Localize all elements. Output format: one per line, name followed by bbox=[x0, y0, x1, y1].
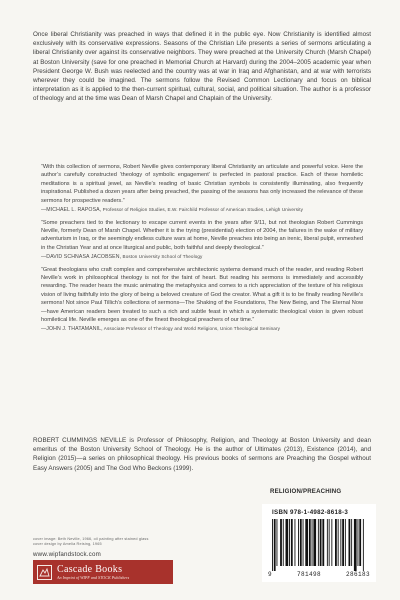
description-text: Once liberal Christianity was preached in ways that defined it in the public eye. Now Christianity is identified almost exclusively with its conservative expressions. Seasons of the Christian Life presents a series of sermons articulating a liberal Christianity over against its conservative neighbors. They were preached at the University Church (Marsh Chapel) at Boston University (save for one preached in Memorial Church at Harvard) during the 2004–2005 academic year when President George W. Bush was reelected and the country was at war in Iraq and Afghanistan, and at war with terrorists wherever they could be imagined. The sermons follow the Revised Common Lectionary and focus on biblical interpretation as it is applied to the then-current spiritual, cultural, social, and political situation. The author is a professor of theology and at the time was Dean of Marsh Chapel and Chaplain of the University. bbox=[33, 31, 371, 103]
endorsements bbox=[41, 163, 363, 338]
endorser-affiliation: Professor of Religion Studies, E.W. Fairchild Professor of American Studies, Lehigh University bbox=[102, 206, 304, 212]
barcode-right-digits: 286183 bbox=[345, 571, 370, 578]
endorser-affiliation: Boston University School of Theology bbox=[122, 253, 203, 259]
endorser-name: —MICHAEL L. RAPOSA, bbox=[41, 206, 102, 213]
endorsement bbox=[41, 219, 363, 261]
barcode-left-digits: 781498 bbox=[296, 571, 321, 578]
endorser-affiliation: Associate Professor of Theology and World Religions, Union Theological Seminary bbox=[103, 326, 280, 331]
endorsement bbox=[41, 266, 363, 333]
endorsement-text: “Some preachers tied to the lectionary to escape current events in the years after 9/11, but not theologian Robert Cummings Neville, formerly Dean of Marsh Chapel. Whether it is the trying (presidential) election of 2004, the failures in the wake of military adventurism in Iraq, or the seemingly endless culture wars at home, Neville preaches into being an irenic, liberal pulpit, enmeshed in the Christian Year and at once liturgical and public, both faithful and deeply theological.” bbox=[41, 219, 363, 251]
publisher-logo-text bbox=[57, 564, 129, 580]
publisher-url[interactable]: www.wipfandstock.com bbox=[33, 551, 101, 558]
endorsement-attribution bbox=[41, 253, 363, 261]
cover-design-credit: cover design by Amelia Reising, 1965 bbox=[33, 542, 102, 547]
cover-image-credit: cover image: Beth Neville, 1966, oil painting after stained glass bbox=[33, 537, 149, 541]
cover-credits bbox=[33, 537, 193, 547]
endorser-name: —DAVID SCHNASA JACOBSEN, bbox=[41, 253, 122, 260]
publisher-tagline: An Imprint of WIPF and STOCK Publishers bbox=[57, 575, 130, 580]
book-category: RELIGION/PREACHING bbox=[270, 488, 342, 495]
endorsement-attribution bbox=[41, 325, 363, 333]
endorsement-attribution bbox=[41, 206, 363, 214]
author-bio bbox=[33, 436, 371, 473]
publisher-logo bbox=[33, 560, 173, 584]
barcode-icon bbox=[268, 519, 370, 571]
book-description bbox=[33, 30, 371, 104]
barcode-panel bbox=[262, 504, 376, 582]
isbn-label: ISBN 978-1-4982-8618-3 bbox=[272, 509, 349, 516]
publisher-name: Cascade Books bbox=[57, 564, 123, 575]
author-bio-text: ROBERT CUMMINGS NEVILLE is Professor of Philosophy, Religion, and Theology at Boston University and dean emeritus of the Boston University School of Theology. He is the author of Ultimates (2013), Existence (2014), and Religion (2015)—a series on philosophical theology. His previous books of sermons are Preaching the Gospel without Easy Answers (2005) and The God Who Beckons (1999). bbox=[33, 437, 371, 472]
barcode-lead-digit: 9 bbox=[268, 571, 273, 578]
endorsement bbox=[41, 163, 363, 214]
endorser-name: —JOHN J. THATAMANIL, bbox=[41, 326, 103, 332]
endorsement-text: “With this collection of sermons, Robert Neville gives contemporary liberal Christianity an articulate and powerful voice. Here the author’s carefully constructed ‘theology of symbolic engagement’ is perfected in pastoral practice. Each of these homiletic meditations is a spiritual jewel, as Neville’s reading of basic Christian symbols is consistently illuminating, also frequently inspirational. Published a dozen years after being preached, the passing of the seasons has only increased the relevance of these sermons for prospective readers.” bbox=[41, 164, 363, 204]
barcode-digits bbox=[268, 571, 370, 578]
cascade-logo-icon bbox=[37, 565, 52, 580]
endorsement-text: “Great theologians who craft complex and comprehensive architectonic systems demand much of the reader, and reading Robert Neville’s work in philosophical theology is not for the faint of heart. But reading his sermons is immediately and accessibly rewarding. The reader hears the music animating the metaphysics and comes to a rich appreciation of the texture of his religious vision of living faithfully into the glory of being a beloved creature of God the creator. What a gift it is to be finally reading Neville’s sermons! Not since Paul Tillich’s collections of sermons—The Shaking of the Foundations, The New Being, and The Eternal Now—have American readers been treated to such a rich and subtle feast in which a systematic theological vision is given robust homiletical life. Neville emerges as one of the finest theological preachers of our time.” bbox=[41, 266, 363, 324]
